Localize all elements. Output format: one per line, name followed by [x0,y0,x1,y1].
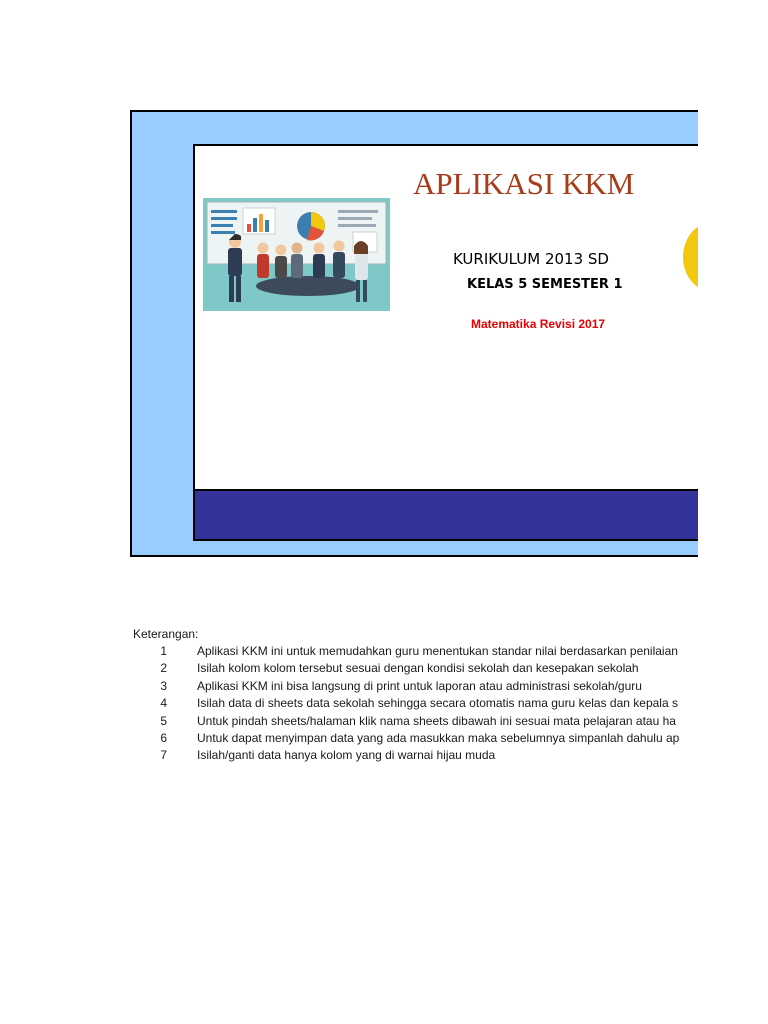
note-number: 6 [160,730,167,745]
note-item [133,678,642,695]
note-item [133,660,639,677]
note-item [133,713,676,730]
note-item [133,730,680,747]
note-number: 5 [160,713,167,728]
note-text: Aplikasi KKM ini untuk memudahkan guru menentukan standar nilai berdasarkan penilaian [197,644,678,658]
note-text: Isilah kolom kolom tersebut sesuai dengan kondisi sekolah dan kesepakan sekolah [197,661,639,676]
logo-circle [683,222,698,292]
note-number: 3 [160,678,167,693]
notes-section [133,626,680,765]
page-clip-edge [698,0,768,1024]
note-item [133,747,496,764]
note-number: 7 [160,748,167,763]
note-item [133,643,678,660]
note-text: Isilah data di sheets data sekolah sehingga secara otomatis nama guru kelas dan kepala s [197,696,678,711]
note-text: Aplikasi KKM ini bisa langsung di print untuk laporan atau administrasi sekolah/guru [197,678,642,693]
team-meeting-illustration [203,198,390,311]
grade-semester-label: KELAS 5 SEMESTER 1 [467,277,623,292]
note-text: Untuk pindah sheets/halaman klik nama sheets dibawah ini sesuai mata pelajaran atau ha [197,713,676,728]
curriculum-label: KURIKULUM 2013 SD [453,250,609,268]
cover-footer-band [195,489,698,541]
note-item [133,695,678,712]
app-title: APLIKASI KKM [413,166,635,201]
note-number: 2 [160,661,167,676]
note-text: Untuk dapat menyimpan data yang ada masukkan maka sebelumnya simpanlah dahulu ap [197,730,680,745]
subject-label: Matematika Revisi 2017 [471,317,606,331]
cover-panel [193,144,698,541]
note-number: 1 [160,644,167,658]
notes-heading: Keterangan: [133,627,199,641]
note-number: 4 [160,696,167,711]
note-text: Isilah/ganti data hanya kolom yang di warnai hijau muda [197,748,496,763]
